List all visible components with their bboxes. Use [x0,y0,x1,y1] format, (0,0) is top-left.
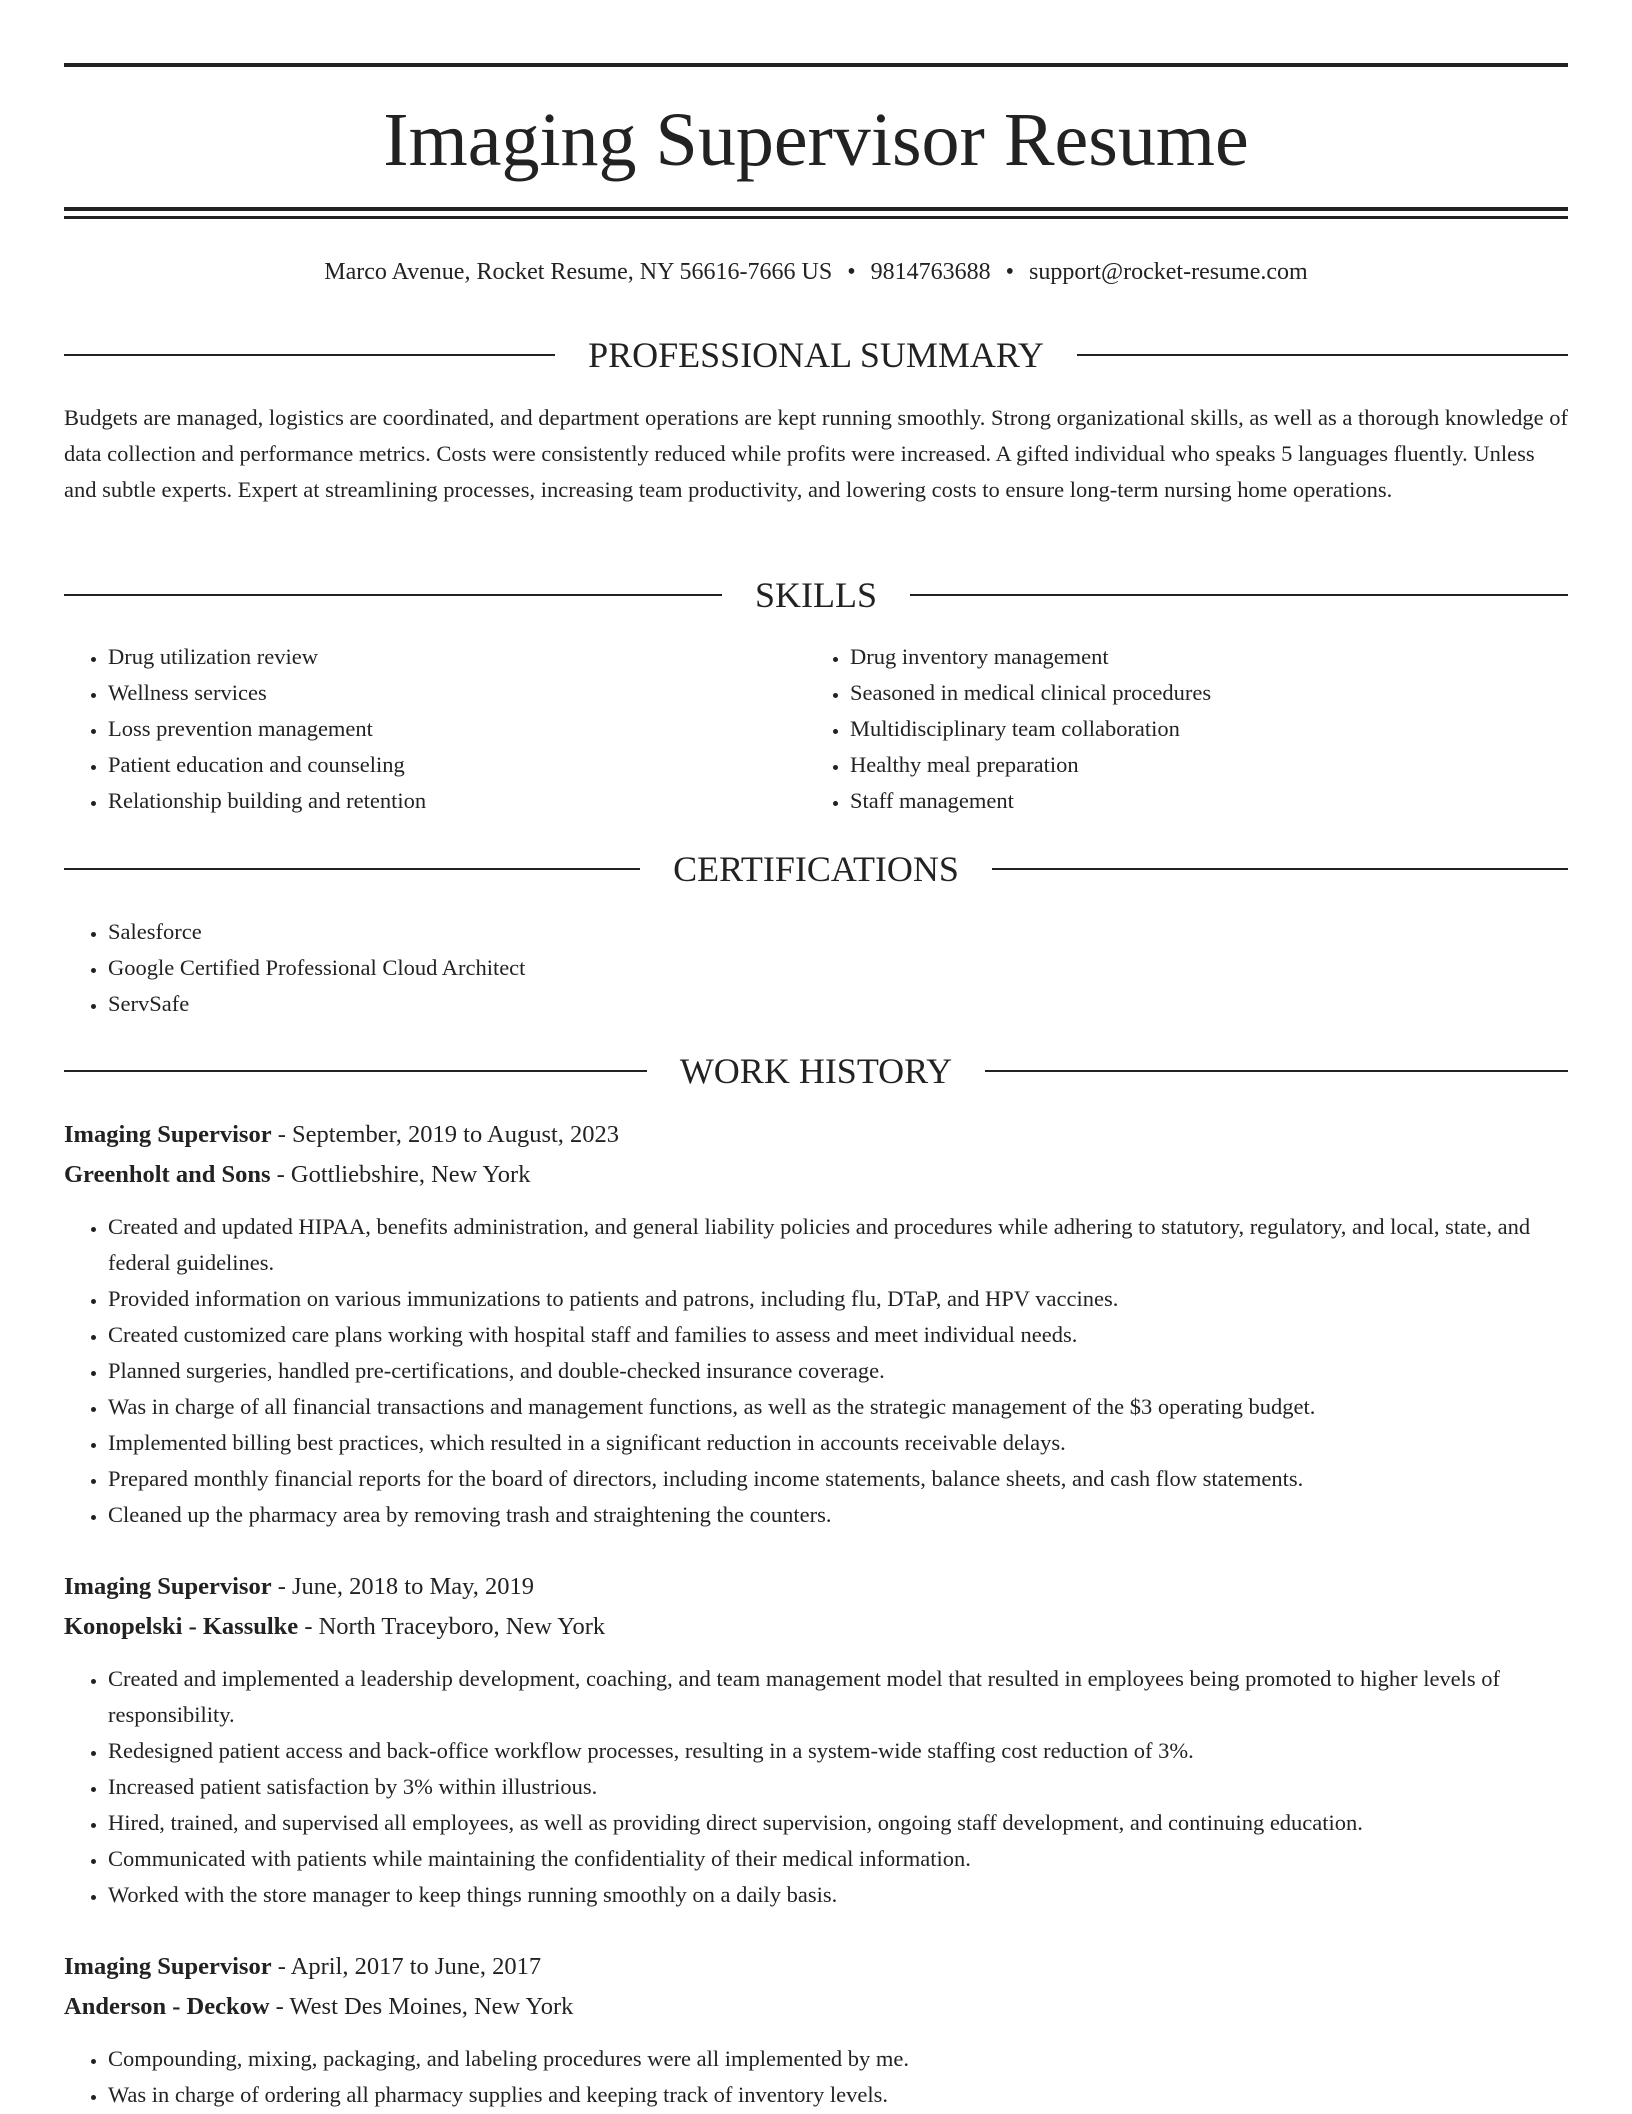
job-bullet: • Increased patient satisfaction by 3% within illustrious. [108,1769,1568,1805]
heading-rule-right [992,868,1568,870]
contact-phone: 9814763688 [870,259,991,285]
job-dates: - April, 2017 to June, 2017 [271,1953,542,1980]
job-location: - West Des Moines, New York [269,1993,574,2020]
job-bullet: • Created and implemented a leadership development, coaching, and team management model that resulted in employees being promoted to higher levels of responsibility. [108,1661,1568,1733]
job-bullet: • Planned surgeries, handled pre-certifications, and double-checked insurance coverage. [108,1353,1568,1389]
job-company-line [64,1607,1568,1647]
heading-rule-left [64,354,555,356]
job-bullet: • Compounding, mixing, packaging, and labeling procedures were all implemented by me. [108,2041,1568,2077]
skill-item: • Patient education and counseling [108,747,808,783]
job-title: Imaging Supervisor [64,1953,272,1980]
heading-rule-right [1077,354,1568,356]
job-company: Konopelski - Kassulke [64,1613,299,1640]
job-bullet: • Hired, trained, and supervised all employees, as well as providing direct supervision, ongoing staff development, and continuing education. [108,1805,1568,1841]
skill-item: • Loss prevention management [108,711,808,747]
job-company-line [64,1987,1568,2027]
job-bullets [64,1661,1568,1913]
job-title: Imaging Supervisor [64,1121,272,1148]
skill-item: • Drug inventory management [850,639,1550,675]
section-title: SKILLS [755,575,878,615]
job-title-line [64,1567,1568,1607]
job-company: Anderson - Deckow [64,1993,270,2020]
job-bullets [64,2041,1568,2113]
job-company: Greenholt and Sons [64,1161,271,1188]
contact-email: support@rocket-resume.com [1029,259,1308,285]
skill-item: • Wellness services [108,675,808,711]
heading-rule-right [910,594,1568,596]
top-rule [64,63,1568,67]
job-dates: - September, 2019 to August, 2023 [271,1121,620,1148]
section-heading-skills [64,575,1568,615]
certifications-list [64,914,1568,1022]
skill-item: • Healthy meal preparation [850,747,1550,783]
contact-separator: • [847,259,856,285]
skill-item: • Seasoned in medical clinical procedures [850,675,1550,711]
section-title: PROFESSIONAL SUMMARY [588,335,1044,375]
job-dates: - June, 2018 to May, 2019 [271,1573,535,1600]
heading-rule-right [985,1070,1568,1072]
skills-list-left [64,639,808,819]
job-bullet: • Prepared monthly financial reports for the board of directors, including income statements, balance sheets, and cash flow statements. [108,1461,1568,1497]
job-bullet: • Implemented billing best practices, which resulted in a significant reduction in accounts receivable delays. [108,1425,1568,1461]
job-bullets [64,1209,1568,1533]
heading-rule-left [64,868,640,870]
skill-item: • Multidisciplinary team collaboration [850,711,1550,747]
skill-item: • Staff management [850,783,1550,819]
contact-separator: • [1005,259,1015,285]
certification-item: • ServSafe [108,986,1568,1022]
skills-list-right [806,639,1550,819]
heading-rule-left [64,594,722,596]
section-title: WORK HISTORY [679,1051,953,1091]
job-title-line [64,1115,1568,1155]
skill-item: • Drug utilization review [108,639,808,675]
job-company-line [64,1155,1568,1195]
job-bullet: • Provided information on various immunizations to patients and patrons, including flu, DTaP, and HPV vaccines. [108,1281,1568,1317]
job-bullet: • Created customized care plans working with hospital staff and families to assess and meet individual needs. [108,1317,1568,1353]
job-bullet: • Worked with the store manager to keep things running smoothly on a daily basis. [108,1877,1568,1913]
job-title: Imaging Supervisor [64,1573,272,1600]
heading-rule-left [64,1070,647,1072]
job-bullet: • Redesigned patient access and back-office workflow processes, resulting in a system-wide staffing cost reduction of 3%. [108,1733,1568,1769]
job-location: - North Traceyboro, New York [298,1613,606,1640]
contact-line [64,256,1568,288]
job-bullet: • Communicated with patients while maintaining the confidentiality of their medical information. [108,1841,1568,1877]
job-title-line [64,1947,1568,1987]
title-double-rule-lower [64,216,1568,219]
title-double-rule-upper [64,207,1568,211]
summary-text: Budgets are managed, logistics are coordinated, and department operations are kept running smoothly. Strong organizational skills, as well as a thorough knowledge of data collection and performance metrics. Costs were consistently reduced while profits were increased. A gifted individual who speaks 5 languages fluently. Unless and subtle experts. Expert at streamlining processes, increasing team productivity, and lowering costs to ensure long-term nursing home operations. [64,405,1568,502]
section-heading-work-history [64,1051,1568,1091]
skill-item: • Relationship building and retention [108,783,808,819]
job-bullet: • Created and updated HIPAA, benefits administration, and general liability policies and procedures while adhering to statutory, regulatory, and local, state, and federal guidelines. [108,1209,1568,1281]
section-heading-certifications [64,849,1568,889]
contact-address: Marco Avenue, Rocket Resume, NY 56616-7666 US [324,259,833,285]
certification-item: • Salesforce [108,914,1568,950]
section-heading-summary [64,335,1568,375]
job-bullet: • Was in charge of all financial transactions and management functions, as well as the strategic management of the $3 operating budget. [108,1389,1568,1425]
certification-item: • Google Certified Professional Cloud Architect [108,950,1568,986]
section-title: CERTIFICATIONS [673,849,959,889]
job-location: - Gottliebshire, New York [270,1161,531,1188]
job-bullet: • Was in charge of ordering all pharmacy supplies and keeping track of inventory levels. [108,2077,1568,2113]
resume-title: Imaging Supervisor Resume [383,98,1249,182]
job-bullet: • Cleaned up the pharmacy area by removing trash and straightening the counters. [108,1497,1568,1533]
